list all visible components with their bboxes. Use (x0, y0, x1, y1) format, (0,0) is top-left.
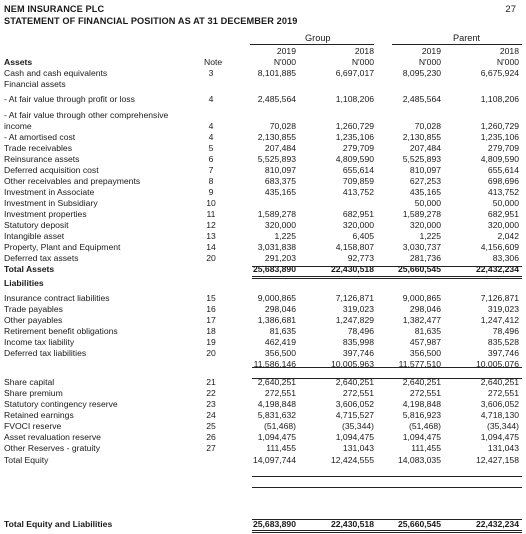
parent-2019-value: 1,094,475 (402, 432, 441, 442)
subtotal-rule (252, 378, 522, 379)
parent-2019-value: 14,083,035 (397, 455, 441, 465)
row-note: 18 (206, 326, 216, 336)
parent-2018-value: 2,640,251 (480, 377, 519, 387)
row-label: Property, Plant and Equipment (4, 242, 121, 252)
table-row (0, 278, 526, 289)
table-row (0, 410, 526, 421)
parent-2019-value: 272,551 (409, 388, 441, 398)
table-row (0, 399, 526, 410)
parent-2019-value: 25,660,545 (397, 264, 441, 274)
parent-2018-value: 131,043 (487, 443, 519, 453)
table-row (0, 304, 526, 315)
table-row (0, 198, 526, 209)
row-note: 26 (206, 432, 216, 442)
year-header: 2018 (499, 46, 519, 56)
parent-2018-value: 22,432,234 (475, 519, 519, 529)
page-number: 27 (505, 4, 516, 15)
table-row (0, 242, 526, 253)
parent-2019-value: (51,468) (408, 421, 441, 431)
company-name: NEM INSURANCE PLC (4, 4, 105, 14)
parent-2019-value: 70,028 (414, 121, 441, 131)
parent-2019-value: 50,000 (414, 198, 441, 208)
group-2018-value: 4,809,590 (335, 154, 374, 164)
table-row (0, 143, 526, 154)
row-label: Retained earnings (4, 410, 74, 420)
group-2018-value: 279,709 (342, 143, 374, 153)
group-2018-value: 6,697,017 (335, 68, 374, 78)
parent-2018-value: 320,000 (487, 220, 519, 230)
parent-2018-value: 272,551 (487, 388, 519, 398)
group-2019-value: 1,589,278 (257, 209, 296, 219)
row-note: 11 (206, 209, 216, 219)
group-2019-value: 81,635 (269, 326, 296, 336)
row-label: Asset revaluation reserve (4, 432, 101, 442)
row-note: 27 (206, 443, 216, 453)
row-label: Investment in Subsidiary (4, 198, 98, 208)
parent-2018-value: 1,260,729 (480, 121, 519, 131)
group-2018-value: 1,094,475 (335, 432, 374, 442)
parent-2019-value: 435,165 (409, 187, 441, 197)
table-row (0, 359, 526, 370)
row-label: Other Reserves - gratuity (4, 443, 100, 453)
parent-2019-value: 1,589,278 (402, 209, 441, 219)
row-label: Share capital (4, 377, 55, 387)
row-label: - At fair value through other comprehensive (4, 110, 169, 120)
row-label: FVOCI reserve (4, 421, 62, 431)
table-row (0, 132, 526, 143)
group-header: Group (305, 33, 331, 43)
row-note: 6 (208, 154, 214, 164)
parent-2018-value: 682,951 (487, 209, 519, 219)
parent-2019-value: 627,253 (409, 176, 441, 186)
row-note: 9 (208, 187, 214, 197)
row-note: 7 (208, 165, 214, 175)
group-2018-value: (35,344) (341, 421, 374, 431)
parent-2019-value: 81,635 (414, 326, 441, 336)
row-label: Statutory deposit (4, 220, 69, 230)
group-2018-value: 4,158,807 (335, 242, 374, 252)
row-note: 4 (208, 94, 214, 104)
parent-2019-value: 457,987 (409, 337, 441, 347)
row-label: Liabilities (4, 278, 44, 288)
row-note: 13 (206, 231, 216, 241)
group-2018-value: 272,551 (342, 388, 374, 398)
parent-2019-value: 281,736 (409, 253, 441, 263)
row-label: Financial assets (4, 79, 66, 89)
group-2018-value: 12,424,555 (330, 455, 374, 465)
row-label: Trade payables (4, 304, 63, 314)
row-label: Insurance contract liabilities (4, 293, 110, 303)
group-2019-value: 272,551 (264, 388, 296, 398)
table-row (0, 519, 526, 530)
unit-header: N'000 (496, 57, 519, 67)
total-rule (252, 276, 522, 277)
group-2019-value: 4,198,848 (257, 399, 296, 409)
table-row (0, 121, 526, 132)
parent-2018-value: 10,005,076 (475, 359, 519, 369)
parent-2018-value: 397,746 (487, 348, 519, 358)
row-note: 12 (206, 220, 216, 230)
group-2018-value: 319,023 (342, 304, 374, 314)
table-row (0, 337, 526, 348)
row-label: Other receivables and prepayments (4, 176, 141, 186)
total-rule (252, 519, 522, 520)
table-row (0, 231, 526, 242)
group-2018-value: 6,405 (352, 231, 374, 241)
unit-header: N'000 (273, 57, 296, 67)
table-row (0, 326, 526, 337)
group-2018-value: 4,715,527 (335, 410, 374, 420)
parent-2019-value: 11,577,510 (398, 359, 441, 369)
parent-2018-value: 50,000 (492, 198, 519, 208)
parent-2018-value: 7,126,871 (480, 293, 519, 303)
row-label: Total Assets (4, 264, 55, 274)
row-note: 22 (206, 388, 216, 398)
group-2019-value: 207,484 (264, 143, 296, 153)
year-header: 2019 (421, 46, 441, 56)
statement-title: STATEMENT OF FINANCIAL POSITION AS AT 31 DECEMBER 2019 (4, 16, 298, 26)
parent-2018-value: 3,606,052 (480, 399, 519, 409)
parent-2018-value: 83,306 (492, 253, 519, 263)
row-label: Deferred tax assets (4, 253, 79, 263)
table-row (0, 68, 526, 79)
row-label: Intangible asset (4, 231, 65, 241)
row-note: 16 (206, 304, 216, 314)
parent-2018-value: 2,042 (497, 231, 519, 241)
row-label: Total Equity and Liabilities (4, 519, 113, 529)
group-2019-value: 25,683,890 (252, 264, 296, 274)
table-row (0, 293, 526, 304)
parent-2018-value: 4,156,609 (480, 242, 519, 252)
group-2018-value: 2,640,251 (335, 377, 374, 387)
year-header: 2019 (276, 46, 296, 56)
row-note: 25 (206, 421, 216, 431)
row-note: 4 (208, 121, 214, 131)
group-2019-value: (51,468) (263, 421, 296, 431)
parent-2019-value: 298,046 (409, 304, 441, 314)
table-row (0, 154, 526, 165)
group-2018-value: 92,773 (347, 253, 374, 263)
group-2018-value: 22,430,518 (330, 264, 374, 274)
row-note: 10 (206, 198, 216, 208)
parent-2019-value: 25,660,545 (397, 519, 441, 529)
parent-2019-value: 4,198,848 (402, 399, 441, 409)
group-2019-value: 9,000,865 (257, 293, 296, 303)
group-2019-value: 435,165 (264, 187, 296, 197)
parent-2019-value: 2,485,564 (402, 94, 441, 104)
parent-2019-value: 810,097 (409, 165, 441, 175)
parent-2018-value: 279,709 (487, 143, 519, 153)
row-note: 4 (208, 132, 214, 142)
parent-2019-value: 8,095,230 (402, 68, 441, 78)
group-2019-value: 2,640,251 (257, 377, 296, 387)
parent-2019-value: 320,000 (409, 220, 441, 230)
group-2018-value: 397,746 (342, 348, 374, 358)
table-row (0, 388, 526, 399)
parent-2019-value: 2,130,855 (402, 132, 441, 142)
group-2019-value: 2,485,564 (257, 94, 296, 104)
table-row (0, 421, 526, 432)
table-row (0, 79, 526, 90)
group-2019-value: 1,094,475 (257, 432, 296, 442)
row-note: 8 (208, 176, 214, 186)
row-label: Investment properties (4, 209, 87, 219)
parent-2019-value: 207,484 (409, 143, 441, 153)
group-2019-value: 111,455 (266, 443, 296, 453)
group-2018-value: 682,951 (342, 209, 374, 219)
row-label: Other payables (4, 315, 63, 325)
row-note: 24 (206, 410, 216, 420)
row-note: 17 (206, 315, 216, 325)
parent-2019-value: 5,816,923 (402, 410, 441, 420)
parent-2018-value: 413,752 (487, 187, 519, 197)
parent-header-rule (392, 44, 522, 45)
group-2018-value: 7,126,871 (335, 293, 374, 303)
group-2018-value: 1,247,829 (335, 315, 374, 325)
group-2019-value: 356,500 (264, 348, 296, 358)
group-2019-value: 3,031,838 (257, 242, 296, 252)
note-header: Note (204, 57, 223, 67)
group-2019-value: 5,525,893 (257, 154, 296, 164)
table-row (0, 455, 526, 466)
parent-2018-value: 1,247,412 (480, 315, 519, 325)
row-note: 3 (208, 68, 214, 78)
table-row (0, 348, 526, 359)
group-2019-value: 462,419 (264, 337, 296, 347)
group-2019-value: 810,097 (264, 165, 296, 175)
parent-2018-value: (35,344) (486, 421, 519, 431)
group-2019-value: 320,000 (264, 220, 296, 230)
table-row (0, 443, 526, 454)
row-note: 20 (206, 348, 216, 358)
parent-header: Parent (453, 33, 481, 43)
group-2019-value: 2,130,855 (257, 132, 296, 142)
row-label: Income tax liability (4, 337, 75, 347)
row-label: Trade receivables (4, 143, 72, 153)
table-row (0, 94, 526, 105)
total-rule (252, 532, 522, 533)
parent-2018-value: 698,696 (487, 176, 519, 186)
group-2018-value: 320,000 (342, 220, 374, 230)
group-2018-value: 413,752 (342, 187, 374, 197)
row-label: income (4, 121, 32, 131)
group-2019-value: 298,046 (264, 304, 296, 314)
group-2018-value: 131,043 (342, 443, 374, 453)
group-2019-value: 5,831,632 (257, 410, 296, 420)
table-row (0, 165, 526, 176)
subtotal-rule (252, 367, 522, 368)
group-2019-value: 291,203 (264, 253, 296, 263)
parent-2019-value: 9,000,865 (402, 293, 441, 303)
table-row (0, 253, 526, 264)
row-label: Deferred tax liabilities (4, 348, 87, 358)
subtotal-rule (252, 487, 522, 488)
group-2019-value: 25,683,890 (252, 519, 296, 529)
group-2019-value: 14,097,744 (252, 455, 296, 465)
assets-heading: Assets (4, 57, 33, 67)
subtotal-rule (252, 476, 522, 477)
unit-header: N'000 (351, 57, 374, 67)
parent-2019-value: 1,382,477 (402, 315, 441, 325)
row-label: Investment in Associate (4, 187, 95, 197)
group-2018-value: 709,859 (342, 176, 374, 186)
group-2019-value: 70,028 (269, 121, 296, 131)
unit-header: N'000 (418, 57, 441, 67)
row-label: Statutory contingency reserve (4, 399, 118, 409)
row-label: - At fair value through profit or loss (4, 94, 135, 104)
table-row (0, 220, 526, 231)
row-label: Share premium (4, 388, 63, 398)
parent-2018-value: 835,528 (487, 337, 519, 347)
table-row (0, 432, 526, 443)
group-2018-value: 1,108,206 (335, 94, 374, 104)
parent-2018-value: 78,496 (492, 326, 519, 336)
group-2019-value: 8,101,885 (257, 68, 296, 78)
subtotal-rule (252, 266, 522, 267)
group-2018-value: 1,235,106 (335, 132, 374, 142)
parent-2018-value: 319,023 (487, 304, 519, 314)
row-label: Cash and cash equivalents (4, 68, 108, 78)
total-rule (252, 530, 522, 531)
row-label: Total Equity (4, 455, 49, 465)
parent-2018-value: 22,432,234 (475, 264, 519, 274)
parent-2019-value: 5,525,893 (402, 154, 441, 164)
table-row (0, 110, 526, 121)
parent-2018-value: 4,718,130 (480, 410, 519, 420)
row-label: Reinsurance assets (4, 154, 80, 164)
parent-2019-value: 356,500 (409, 348, 441, 358)
row-note: 5 (208, 143, 214, 153)
parent-2018-value: 655,614 (487, 165, 519, 175)
table-row (0, 209, 526, 220)
row-label: Retirement benefit obligations (4, 326, 118, 336)
group-header-rule (250, 44, 374, 45)
parent-2019-value: 1,225 (419, 231, 441, 241)
table-row (0, 187, 526, 198)
year-header: 2018 (354, 46, 374, 56)
group-2018-value: 10,005,963 (330, 359, 374, 369)
group-2019-value: 683,375 (264, 176, 296, 186)
parent-2018-value: 6,675,924 (480, 68, 519, 78)
parent-2018-value: 4,809,590 (480, 154, 519, 164)
group-2018-value: 655,614 (342, 165, 374, 175)
table-row (0, 315, 526, 326)
parent-2018-value: 12,427,158 (475, 455, 519, 465)
group-2018-value: 1,260,729 (335, 121, 374, 131)
parent-2019-value: 3,030,737 (402, 242, 441, 252)
parent-2018-value: 1,235,106 (480, 132, 519, 142)
total-rule (252, 278, 522, 279)
row-note: 23 (206, 399, 216, 409)
parent-2019-value: 2,640,251 (402, 377, 441, 387)
row-note: 20 (206, 253, 216, 263)
group-2019-value: 11,586,146 (253, 359, 296, 369)
row-note: 21 (206, 377, 216, 387)
parent-2018-value: 1,094,475 (480, 432, 519, 442)
parent-2019-value: 111,455 (411, 443, 441, 453)
parent-2018-value: 1,108,206 (480, 94, 519, 104)
group-2018-value: 835,998 (342, 337, 374, 347)
group-2018-value: 22,430,518 (330, 519, 374, 529)
group-2019-value: 1,225 (274, 231, 296, 241)
group-2018-value: 3,606,052 (335, 399, 374, 409)
row-note: 19 (206, 337, 216, 347)
group-2019-value: 1,386,681 (257, 315, 296, 325)
table-row (0, 176, 526, 187)
row-note: 14 (206, 242, 216, 252)
row-label: Deferred acquisition cost (4, 165, 99, 175)
row-label: - At amortised cost (4, 132, 76, 142)
group-2018-value: 78,496 (347, 326, 374, 336)
row-note: 15 (206, 293, 216, 303)
